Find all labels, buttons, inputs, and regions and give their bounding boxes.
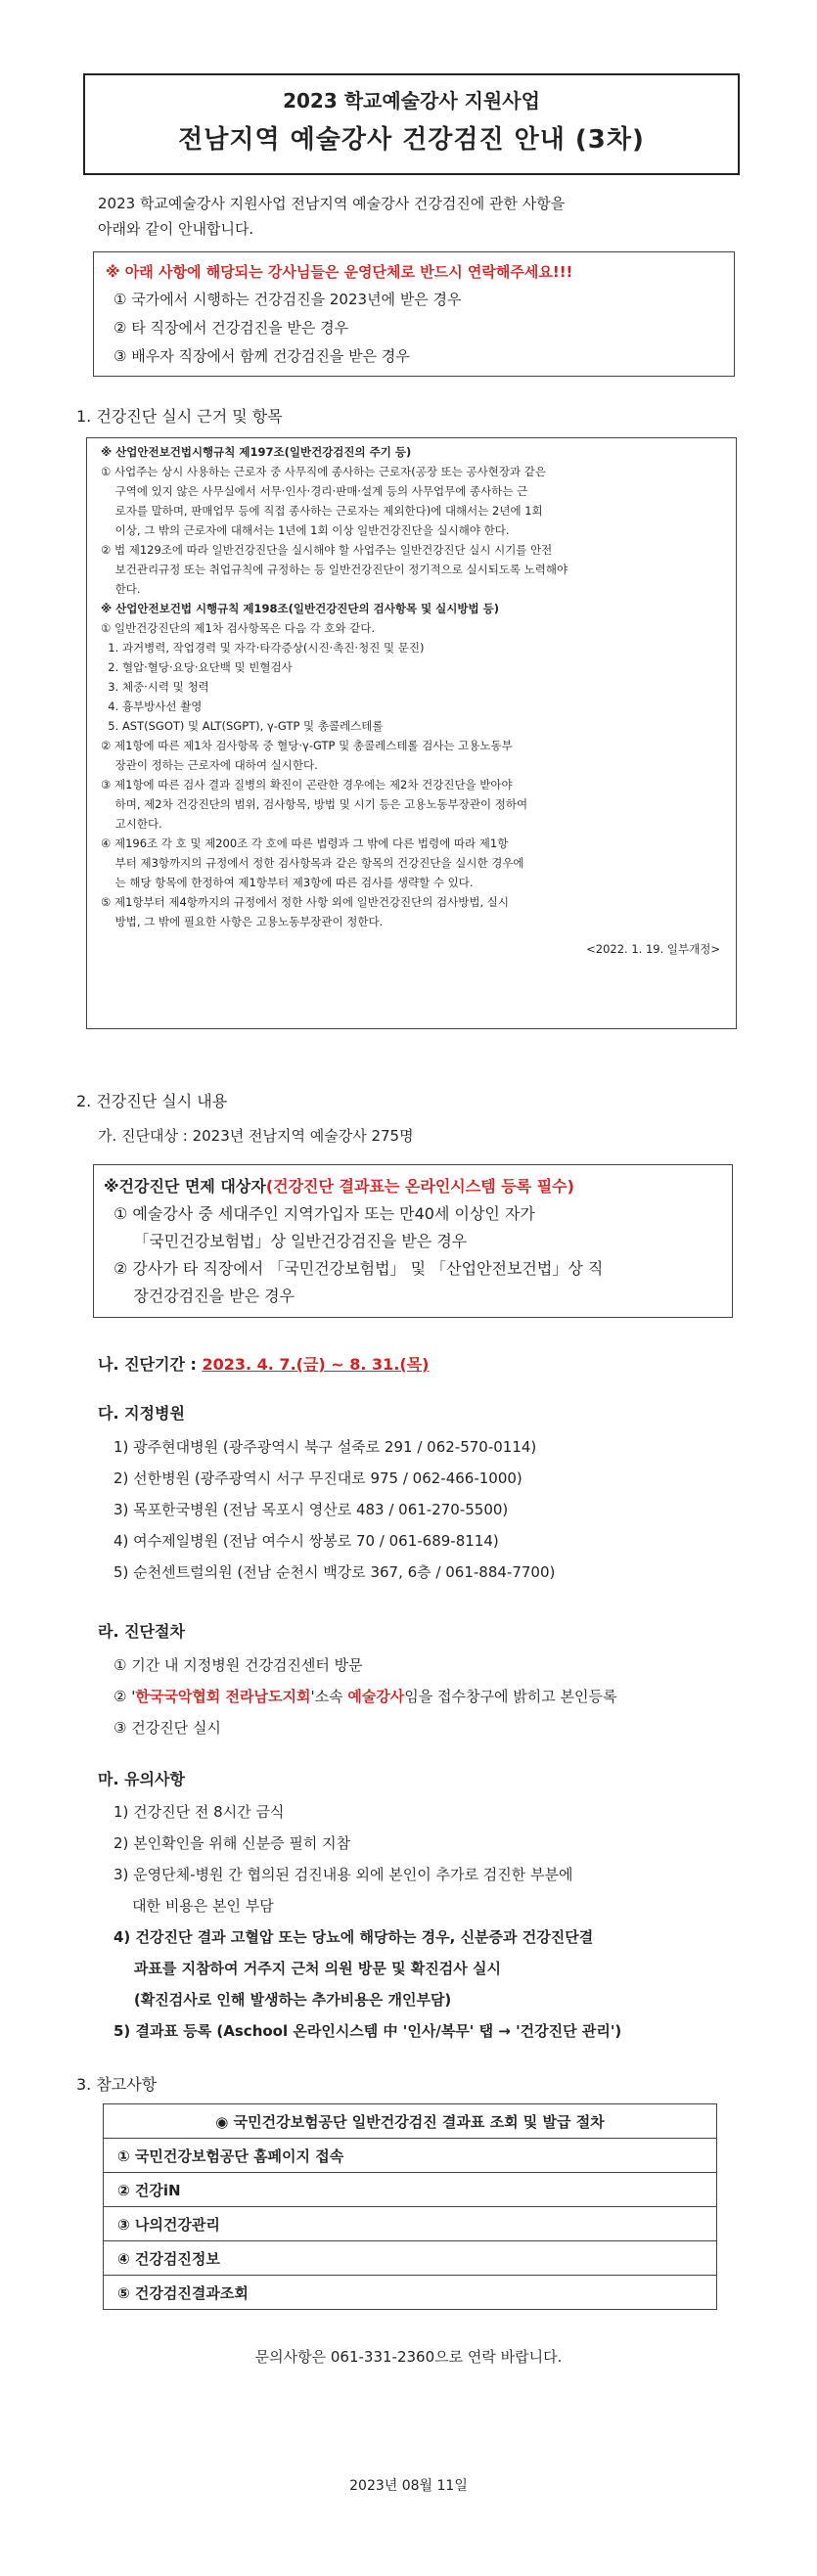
notes-heading: 마. 유의사항 xyxy=(98,1770,185,1788)
exempt-item: ② 강사가 타 직장에서 「국민건강보험법」 및 「산업안전보건법」상 직 xyxy=(113,1259,604,1278)
exempt-item: 「국민건강보험법」상 일반건강검진을 받은 경우 xyxy=(113,1232,468,1250)
exempt-box xyxy=(93,1164,733,1318)
reference-step: ① 국민건강보험공단 홈페이지 접속 xyxy=(104,2139,717,2173)
hospital-list xyxy=(113,1431,555,1588)
law-line: 장관이 정하는 근로자에 대하여 실시한다. xyxy=(101,758,318,772)
law-line: 로자를 말하며, 판매업무 등에 직접 종사하는 근로자는 제외한다)에 대해서는 2년에 1회 xyxy=(101,504,543,518)
law-line: 고시한다. xyxy=(101,817,162,831)
law-line: 3. 체중·시력 및 청력 xyxy=(101,680,209,694)
law-line: ⑤ 제1항부터 제4항까지의 규정에서 정한 사항 외에 일반건강진단의 검사방법, 실시 xyxy=(101,895,509,909)
note-item: 대한 비용은 본인 부담 xyxy=(113,1897,274,1915)
law-line: 하며, 제2차 건강진단의 범위, 검사항목, 방법 및 시기 등은 고용노동부장관이 정하여 xyxy=(101,797,528,811)
notes-list xyxy=(113,1796,621,2047)
law-line: 방법, 그 밖에 필요한 사항은 고용노동부장관이 정한다. xyxy=(101,915,384,928)
law-line: ① 일반건강진단의 제1차 검사항목은 다음 각 호와 같다. xyxy=(101,621,376,635)
exempt-heading-red: (건강진단 결과표는 온라인시스템 등록 필수) xyxy=(265,1177,574,1196)
step2-prefix: ② ' xyxy=(113,1688,136,1705)
notice-item: ② 타 직장에서 건강검진을 받은 경우 xyxy=(113,319,349,337)
note-item: 과표를 지참하여 거주지 근처 의원 방문 및 확진검사 실시 xyxy=(113,1960,501,1977)
art-instructor: 예술강사 xyxy=(347,1688,405,1705)
procedure-step: ① 기간 내 지정병원 건강검진센터 방문 xyxy=(113,1656,363,1674)
law-line: 2. 혈압·혈당·요당·요단백 및 빈혈검사 xyxy=(101,660,293,674)
intro-text xyxy=(98,191,565,242)
association-name: 한국국악협회 전라남도지회 xyxy=(135,1688,311,1705)
section3-heading: 3. 참고사항 xyxy=(76,2075,158,2094)
target-text: 가. 진단대상 : 2023년 전남지역 예술강사 275명 xyxy=(98,1127,414,1145)
section2-heading: 2. 건강진단 실시 내용 xyxy=(76,1092,228,1110)
exempt-item: ① 예술강사 중 세대주인 지역가입자 또는 만40세 이상인 자가 xyxy=(113,1204,535,1223)
period-label: 나. 진단기간 : xyxy=(98,1355,203,1374)
notice-item: ① 국가에서 시행하는 건강검진을 2023년에 받은 경우 xyxy=(113,291,462,308)
note-item: (확진검사로 인해 발생하는 추가비용은 개인부담) xyxy=(113,1991,452,2009)
notice-heading: ※ 아래 사항에 해당되는 강사님들은 운영단체로 반드시 연락해주세요!!! xyxy=(106,263,573,281)
law-line: ② 법 제129조에 따라 일반건강진단을 실시해야 할 사업주는 일반건강진단 실시 시기를 안전 xyxy=(101,543,553,557)
hospital-item: 2) 선한병원 (광주광역시 서구 무진대로 975 / 062-466-1000) xyxy=(113,1469,522,1487)
law-line: ② 제1항에 따른 제1차 검사항목 중 혈당·γ-GTP 및 총콜레스테롤 검사는 고용노동부 xyxy=(101,739,513,752)
law-line: ※ 산업안전보건법시행규칙 제197조(일반건강검진의 주기 등) xyxy=(101,445,412,459)
law-line: ④ 제196조 각 호 및 제200조 각 호에 따른 법령과 그 밖에 다른 법령에 따라 제1항 xyxy=(101,836,509,850)
procedure-list xyxy=(113,1650,616,1743)
exempt-item: 장건강검진을 받은 경우 xyxy=(113,1287,295,1305)
intro-line: 2023 학교예술강사 지원사업 전남지역 예술강사 건강검진에 관한 사항을 xyxy=(98,195,566,212)
law-line: 4. 흉부방사선 촬영 xyxy=(101,700,203,713)
hospital-item: 1) 광주현대병원 (광주광역시 북구 설죽로 291 / 062-570-0114) xyxy=(113,1438,537,1456)
step2-mid: '소속 xyxy=(310,1688,348,1705)
reference-step: ④ 건강검진정보 xyxy=(104,2241,717,2276)
note-item: 3) 운영단체-병원 간 협의된 검진내용 외에 본인이 추가로 검진한 부분에 xyxy=(113,1866,573,1883)
procedure-step xyxy=(113,1681,616,1712)
reference-step: ⑤ 건강검진결과조회 xyxy=(104,2276,717,2310)
reference-step: ② 건강iN xyxy=(104,2173,717,2207)
law-line: 1. 과거병력, 작업경력 및 자각·타각증상(시진·촉진·청진 및 문진) xyxy=(101,641,425,655)
law-line: 는 해당 항목에 한정하여 제1항부터 제3항에 따른 검사를 생략할 수 있다. xyxy=(101,876,474,889)
law-line: 구역에 있지 않은 사무실에서 서무·인사·경리·판매·설계 등의 사무업무에 종사하는 근 xyxy=(101,484,528,498)
title-line1: 2023 학교예술강사 지원사업 xyxy=(283,89,540,113)
law-line: 한다. xyxy=(101,582,141,596)
intro-line: 아래와 같이 안내합니다. xyxy=(98,220,254,238)
law-line: ※ 산업안전보건법 시행규칙 제198조(일반건강진단의 검사항목 및 실시방법 등) xyxy=(101,602,499,615)
notice-item: ③ 배우자 직장에서 함께 건강검진을 받은 경우 xyxy=(113,347,410,365)
reference-table-title: ◉ 국민건강보험공단 일반건강검진 결과표 조회 및 발급 절차 xyxy=(104,2104,717,2139)
law-line: 부터 제3항까지의 규정에서 정한 검사항목과 같은 항목의 건강진단을 실시한 경우에 xyxy=(101,856,524,870)
law-line: 보건관리규정 또는 취업규칙에 규정하는 등 일반건강진단이 정기적으로 실시되도록 노력해야 xyxy=(101,563,568,576)
revision-note: <2022. 1. 19. 일부개정> xyxy=(586,942,720,956)
section1-heading: 1. 건강진단 실시 근거 및 항목 xyxy=(76,407,283,426)
note-item: 5) 결과표 등록 (Aschool 온라인시스템 中 '인사/복무' 탭 → '건강진단 관리') xyxy=(113,2022,622,2040)
note-item: 1) 건강진단 전 8시간 금식 xyxy=(113,1803,285,1821)
note-item: 2) 본인확인을 위해 신분증 필히 지참 xyxy=(113,1834,351,1852)
title-box xyxy=(83,73,740,175)
note-item: 4) 건강진단 결과 고혈압 또는 당뇨에 해당하는 경우, 신분증과 건강진단결 xyxy=(113,1928,594,1946)
reference-table xyxy=(103,2103,717,2310)
hospital-item: 4) 여수제일병원 (전남 여수시 쌍봉로 70 / 061-689-8114) xyxy=(113,1532,499,1550)
law-line: 이상, 그 밖의 근로자에 대해서는 1년에 1회 이상 일반건강진단을 실시해야 한다. xyxy=(101,523,510,537)
exempt-heading xyxy=(104,1173,732,1200)
document-date: 2023년 08월 11일 xyxy=(349,2478,468,2494)
law-line: ① 사업주는 상시 사용하는 근로자 중 사무직에 종사하는 근로자(공장 또는 공사현장과 같은 xyxy=(101,465,546,478)
period-line xyxy=(98,1352,429,1375)
hospital-item: 3) 목포한국병원 (전남 목포시 영산로 483 / 061-270-5500) xyxy=(113,1501,509,1518)
procedure-heading: 라. 진단절차 xyxy=(98,1622,185,1641)
hospitals-heading: 다. 지정병원 xyxy=(98,1404,185,1423)
procedure-step: ③ 건강진단 실시 xyxy=(113,1719,221,1737)
notice-box xyxy=(93,251,735,377)
reference-step: ③ 나의건강관리 xyxy=(104,2207,717,2241)
step2-suffix: 임을 접수창구에 밝히고 본인등록 xyxy=(404,1688,617,1705)
title-line2: 전남지역 예술강사 건강검진 안내 (3차) xyxy=(178,125,645,155)
exempt-heading-prefix: ※건강진단 면제 대상자 xyxy=(104,1177,266,1196)
contact-text: 문의사항은 061-331-2360으로 연락 바랍니다. xyxy=(254,2348,563,2366)
hospital-item: 5) 순천센트럴의원 (전남 순천시 백강로 367, 6층 / 061-884-7700) xyxy=(113,1563,556,1581)
law-box xyxy=(86,437,737,1029)
law-line: ③ 제1항에 따른 검사 결과 질병의 확진이 곤란한 경우에는 제2차 건강진단을 받아야 xyxy=(101,778,513,791)
period-value: 2023. 4. 7.(금) ~ 8. 31.(목) xyxy=(202,1355,430,1374)
law-line: 5. AST(SGOT) 및 ALT(SGPT), γ-GTP 및 총콜레스테롤 xyxy=(101,719,384,733)
